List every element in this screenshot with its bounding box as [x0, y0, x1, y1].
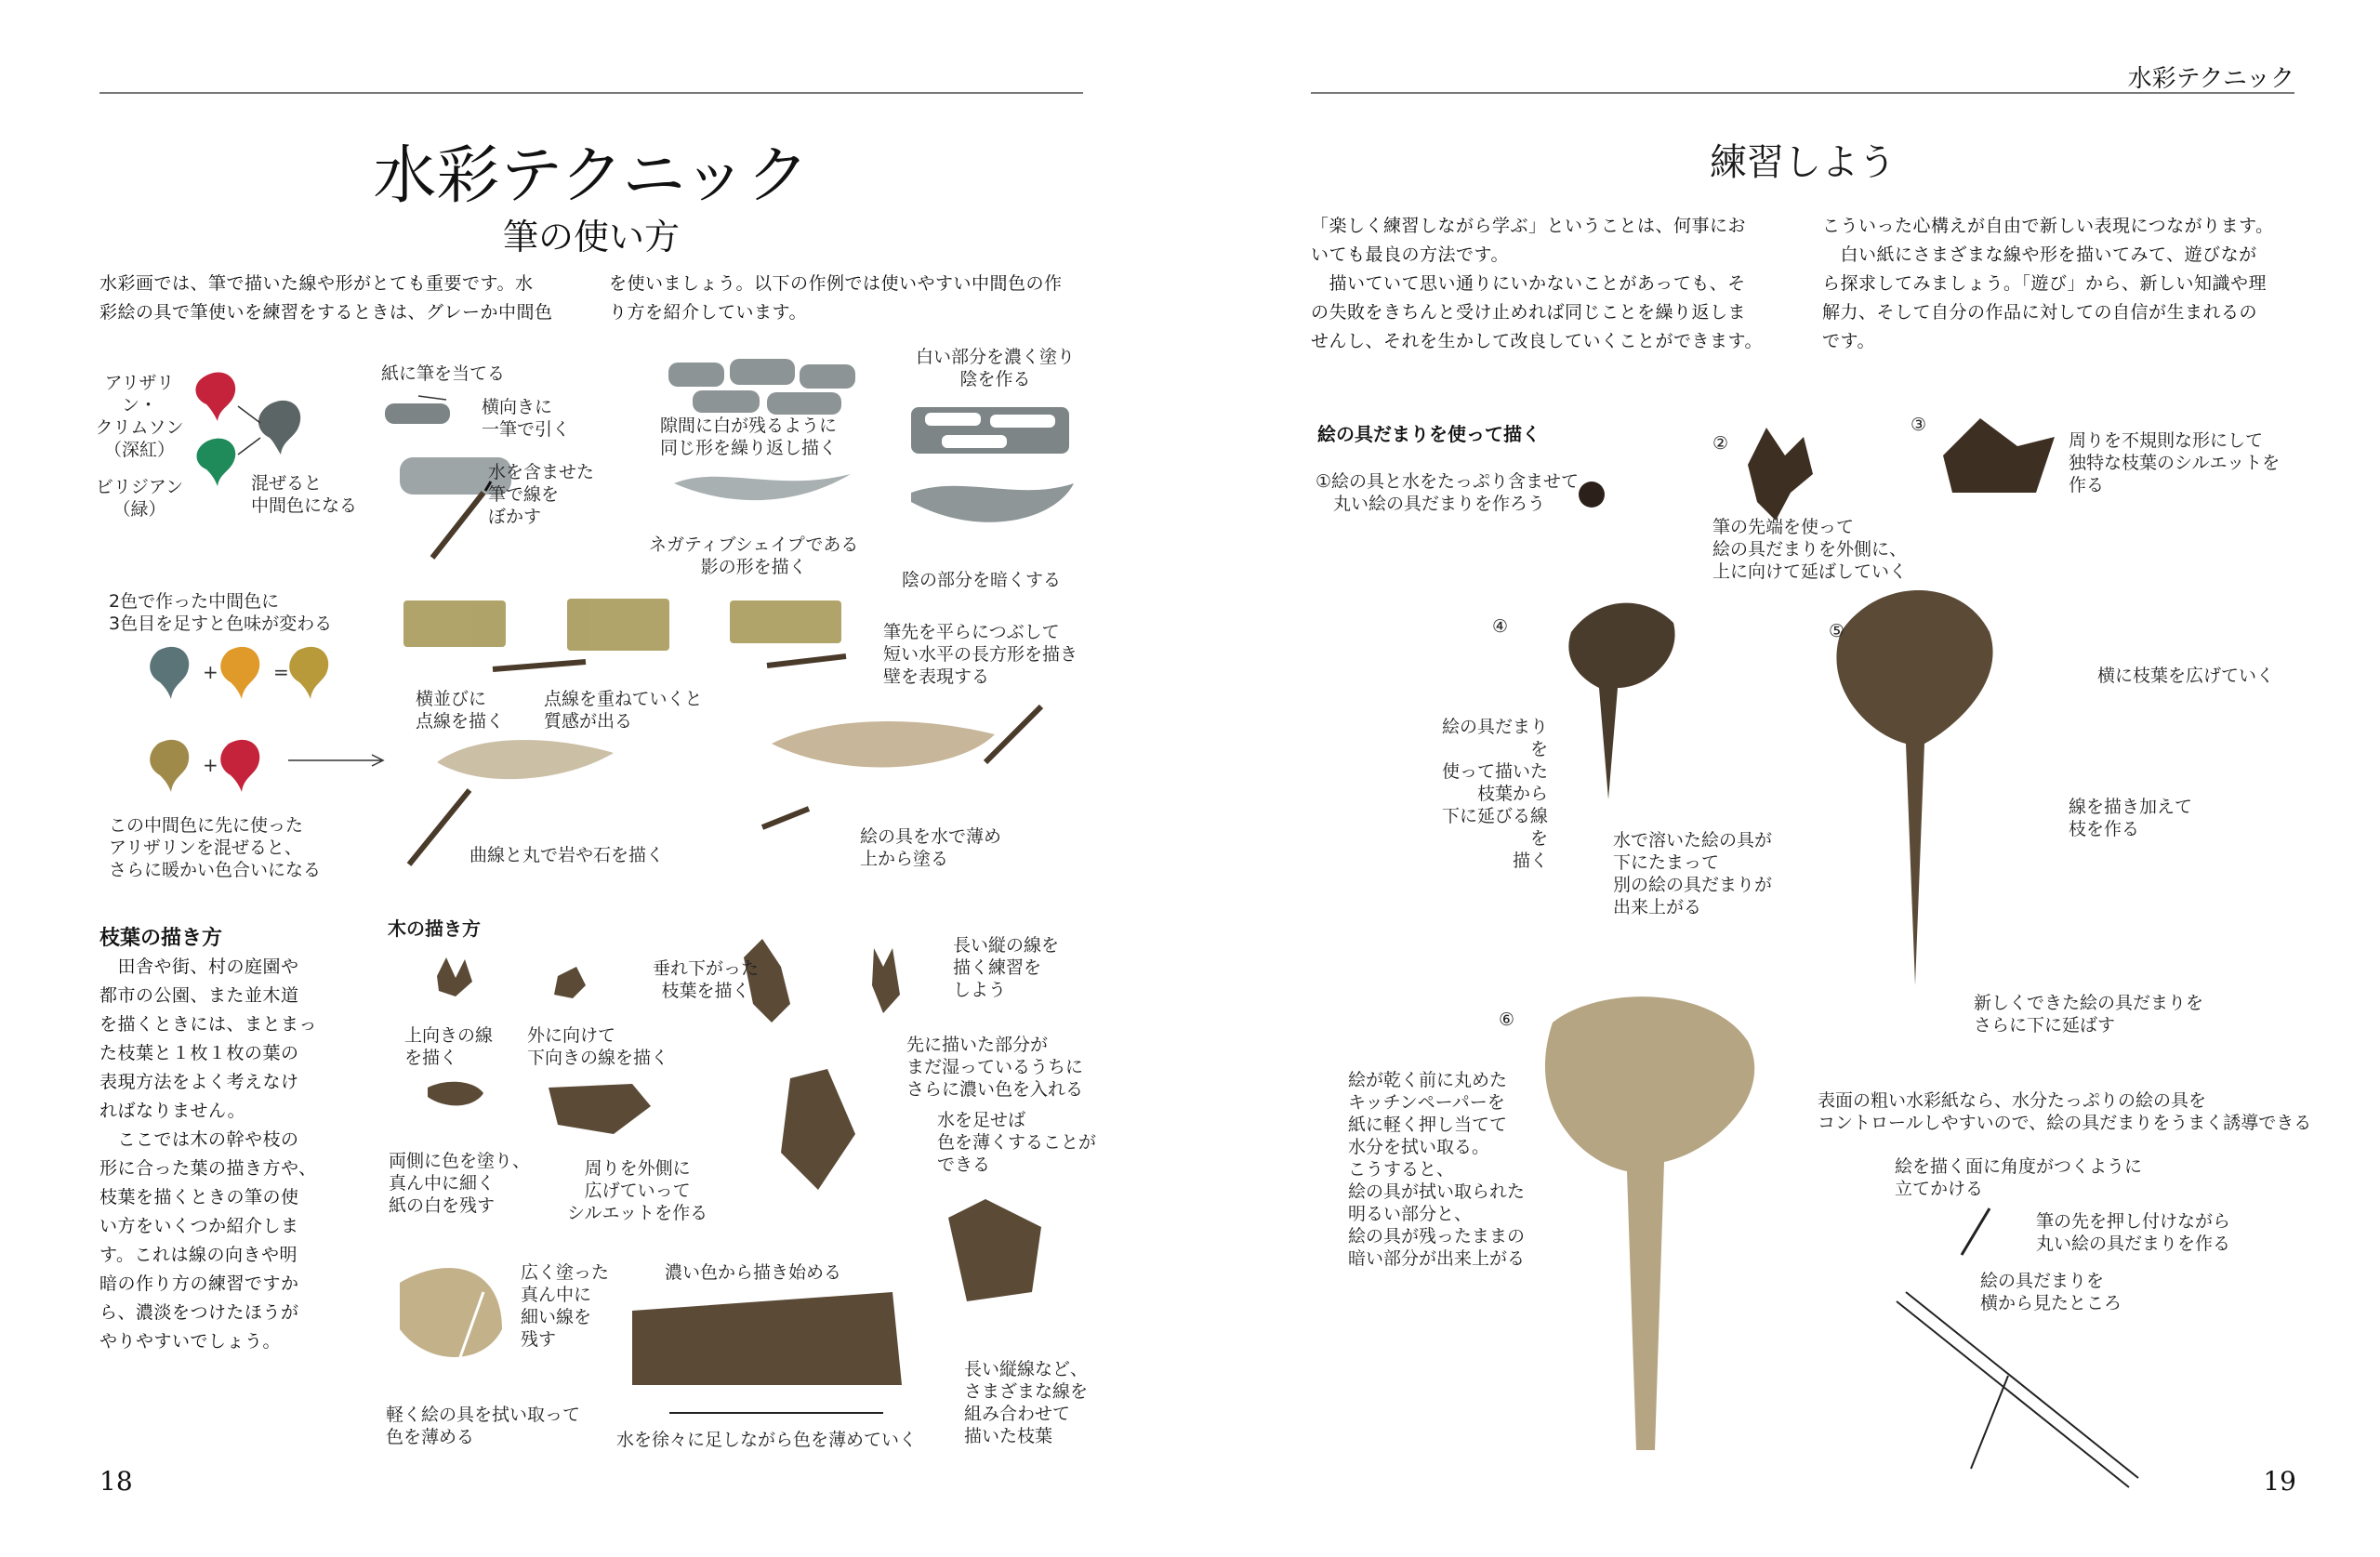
label-wide-paint: 広く塗った 真ん中に 細い線を 残す [521, 1262, 610, 1350]
label-thin-paint: 絵の具を水で薄め 上から塗る [860, 826, 1002, 869]
label-start-dark: 濃い色から描き始める [665, 1262, 842, 1283]
page-subtitle: 筆の使い方 [502, 217, 680, 257]
label-texture: 点線を重ねていくと 質感が出る [544, 689, 703, 732]
lifted-tree-illustration [1525, 985, 2361, 1469]
label-brush-touch: 紙に筆を当てる [381, 363, 506, 384]
label-lift-paint: 軽く絵の具を拭い取って 色を薄める [386, 1405, 581, 1447]
label-brush-blur: 水を含ませた 筆で線を ぼかす [488, 462, 595, 527]
side-view-text: 絵の具だまりを 横から見たところ [1980, 1271, 2122, 1313]
label-brush-pull: 横向きに 一筆で引く [482, 397, 571, 440]
svg-text:+: + [203, 661, 218, 683]
label-wet-darker: 先に描いた部分が まだ湿っているうちに さらに濃い色を入れる [906, 1035, 1084, 1100]
foliage-body: 田舎や街、村の庭園や 都市の公園、また並木道 を描くときには、まとまっ た枝葉と１枚１枚の葉の 表現方法をよく考えなけ ればなりません。 ここでは木の幹や枝の 形に合った葉の描き方や、 枝葉を描くときの筆の使 い方をいくつか紹介しま す。これは線の向きや明 暗の作り方の練習ですか ら、濃淡をつけたほうが やりやすいでしょう。 [99, 957, 318, 1352]
label-viridian: ビリジアン （緑） [95, 477, 184, 520]
intro-col2: を使いましょう。以下の作例では使いやすい中間色の作 り方を紹介しています。 [609, 273, 1063, 323]
label-add-water: 水を足せば 色を薄くすることが できる [937, 1110, 1097, 1175]
label-third-color: 2色で作った中間色に 3色目を足すと色味が変わる [109, 591, 333, 634]
running-header: 水彩テクニック [2127, 65, 2294, 93]
label-rocks: 曲線と丸で岩や石を描く [469, 845, 665, 865]
step2-num: ② [1712, 433, 1729, 454]
step3-text: 周りを不規則な形にして 独特な枝葉のシルエットを 作る [2069, 430, 2281, 495]
step6-num: ⑥ [1499, 1009, 1515, 1030]
color-mix-illustration [149, 641, 390, 809]
label-warmer-color: この中間色に先に使った アリザリンを混ぜると、 さらに暖かい色合いになる [109, 815, 322, 880]
label-drooping: 垂れ下がった 枝葉を描く [653, 958, 760, 1001]
label-alizarin: アリザリン・ クリムソン （深紅） [95, 373, 184, 460]
step4b-text: 水で溶いた絵の具が 下にたまって 別の絵の具だまりが 出来上がる [1613, 830, 1773, 917]
svg-text:+: + [203, 754, 218, 776]
header-rule-left [99, 92, 1083, 94]
step2-text: 筆の先端を使って 絵の具だまりを外側に、 上に向けて延ばしていく [1712, 517, 1908, 582]
label-fill-shadow: 白い部分を濃く塗り 陰を作る [916, 347, 1076, 389]
label-both-sides: 両側に色を塗り、 真ん中に細く 紙の白を残す [389, 1151, 531, 1216]
intro-col1: 水彩画では、筆で描いた線や形がとても重要です。水 彩絵の具で筆使いを練習をするときは、グレーか中間色 [99, 273, 553, 323]
practice-title: 練習しよう [1710, 141, 1896, 184]
label-silhouette: 周りを外側に 広げていって シルエットを作る [567, 1158, 708, 1223]
tree-heading: 木の描き方 [388, 917, 481, 940]
foliage-heading: 枝葉の描き方 [99, 927, 223, 950]
step4-text: 絵の具だまりを 使って描いた 枝葉から 下に延びる線を 描く [1441, 717, 1548, 871]
step3-num: ③ [1911, 415, 1927, 435]
pool-section-heading: 絵の具だまりを使って描く [1317, 423, 1540, 445]
label-long-vertical: 長い縦の線を 描く練習を しよう [953, 935, 1060, 1000]
page-number-right: 19 [2263, 1466, 2296, 1497]
label-horizontal-dots: 横並びに 点線を描く [416, 689, 505, 732]
svg-text:=: = [273, 661, 289, 683]
page-title: 水彩テクニック [373, 139, 810, 213]
angle-text: 絵を描く面に角度がつくように 立てかける [1895, 1156, 2143, 1199]
label-outward-down: 外に向けて 下向きの線を描く [527, 1025, 669, 1068]
label-upward: 上向きの線 を描く [404, 1025, 494, 1068]
page-number-left: 18 [99, 1466, 133, 1497]
label-negative-shape: ネガティブシェイプである 影の形を描く [649, 534, 859, 577]
label-gradual-water: 水を徐々に足しながら色を薄めていく [616, 1430, 918, 1450]
step6-text: 絵が乾く前に丸めた キッチンペーパーを 紙に軽く押し当てて 水分を拭い取る。 こうすると、 絵の具が拭い取られた 明るい部分と、 絵の具が残ったままの 暗い部分が出来上がる [1348, 1070, 1526, 1269]
step5b-text: 線を描き加えて 枝を作る [2069, 797, 2193, 839]
label-mix: 混ぜると 中間色になる [251, 473, 358, 516]
label-combined-lines: 長い縦線など、 さまざまな線を 組み合わせて 描いた枝葉 [964, 1359, 1089, 1446]
practice-intro-col2: こういった心構えが自由で新しい表現につながります。 白い紙にさまざまな線や形を描いてみて、遊びなが ら探求してみましょう。「遊び」から、新しい知識や理 解力、そして自分の作品に対しての自信が生まれるの です。 [1822, 216, 2274, 351]
step1-text: ①絵の具と水をたっぷり含ませて 丸い絵の具だまりを作ろう [1316, 471, 1580, 514]
practice-intro-col1: 「楽しく練習しながら学ぶ」ということは、何事にお いても最良の方法です。 描いていて思い通りにいかないことがあっても、そ の失敗をきちんと受け止めれば同じことを繰り返しま せんし、それを生かして改良していくことができます。 [1311, 216, 1763, 351]
label-darken-shadow: 陰の部分を暗くする [902, 570, 1062, 590]
step5-num: ⑤ [1829, 621, 1845, 641]
press-brush-text: 筆の先を押し付けながら 丸い絵の具だまりを作る [2036, 1211, 2231, 1254]
step4-num: ④ [1492, 616, 1509, 637]
step5c-text: 新しくできた絵の具だまりを さらに下に延ばす [1974, 993, 2204, 1036]
rough-paper-text: 表面の粗い水彩紙なら、水分たっぷりの絵の具を コントロールしやすいので、絵の具だまりをうまく誘導できる [1818, 1090, 2312, 1133]
step5a-text: 横に枝葉を広げていく [2097, 666, 2275, 686]
label-repeat-shape: 隙間に白が残るように 同じ形を繰り返し描く [660, 416, 838, 458]
label-wall: 筆先を平らにつぶして 短い水平の長方形を描き 壁を表現する [883, 622, 1078, 687]
